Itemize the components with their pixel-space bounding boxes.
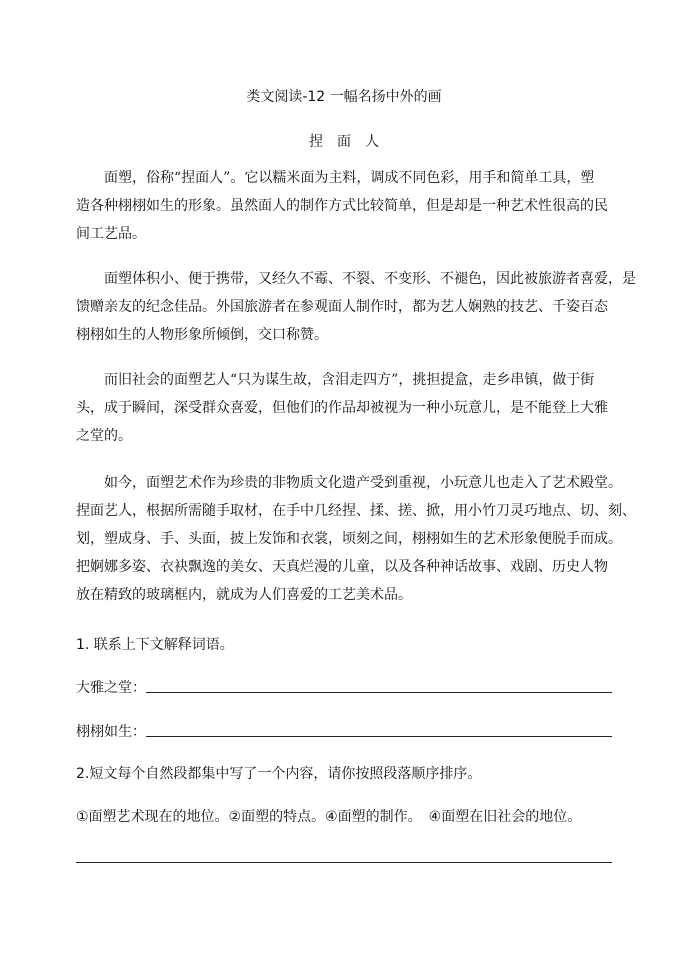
paragraph-line: 而旧社会的面塑艺人“只为谋生故，含泪走四方”，挑担提盒，走乡串镇，做于街 bbox=[104, 372, 595, 388]
paragraph-line: 面塑，俗称“捏面人”。它以糯米面为主料，调成不同色彩，用手和简单工具，塑 bbox=[104, 170, 595, 186]
paragraph-line: 放在精致的玻璃框内，就成为人们喜爱的工艺美术品。 bbox=[76, 587, 412, 603]
question-2-prompt: 2.短文每个自然段都集中写了一个内容，请你按照段落顺序排序。 bbox=[76, 766, 482, 782]
paragraph-line: 之堂的。 bbox=[76, 428, 132, 444]
question-2-options: ①面塑艺术现在的地位。②面塑的特点。④面塑的制作。 ④面塑在旧社会的地位。 bbox=[76, 809, 582, 825]
paragraph-line: 把婀娜多姿、衣袂飘逸的美女、天真烂漫的儿童，以及各种神话故事、戏剧、历史人物 bbox=[76, 559, 608, 575]
paragraph-line: 头，成于瞬间，深受群众喜爱，但他们的作品却被视为一种小玩意儿，是不能登上大雅 bbox=[76, 400, 608, 416]
paragraph-line: 间工艺品。 bbox=[76, 226, 146, 242]
paragraph-line: 划，塑成身、手、头面，披上发饰和衣裳，顷刻之间，栩栩如生的艺术形象便脱手而成。 bbox=[76, 531, 622, 547]
document-title: 类文阅读-12 一幅名扬中外的画 bbox=[246, 89, 442, 105]
term-label-daya: 大雅之堂： bbox=[76, 680, 146, 696]
paragraph-line: 造各种栩栩如生的形象。虽然面人的制作方式比较简单，但是却是一种艺术性很高的民 bbox=[76, 198, 608, 214]
article-title: 捏 面 人 bbox=[309, 134, 379, 150]
answer-line-3[interactable] bbox=[76, 862, 612, 863]
paragraph-line: 馈赠亲友的纪念佳品。外国旅游者在参观面人制作时，都为艺人娴熟的技艺、千姿百态 bbox=[76, 299, 608, 315]
paragraph-1 bbox=[76, 164, 624, 248]
paragraph-3 bbox=[76, 366, 624, 450]
paragraph-line: 如今，面塑艺术作为珍贵的非物质文化遗产受到重视，小玩意儿也走入了艺术殿堂。 bbox=[104, 475, 622, 491]
paragraph-4 bbox=[76, 469, 636, 609]
paragraph-line: 面塑体积小、便于携带，又经久不霉、不裂、不变形、不褪色，因此被旅游者喜爱，是 bbox=[104, 271, 636, 287]
answer-line-1[interactable] bbox=[146, 692, 612, 693]
paragraph-2 bbox=[76, 265, 636, 349]
term-label-xuxu: 栩栩如生： bbox=[76, 724, 146, 740]
paragraph-line: 捏面艺人，根据所需随手取材，在手中几经捏、揉、搓、掀，用小竹刀灵巧地点、切、刻、 bbox=[76, 503, 636, 519]
answer-line-2[interactable] bbox=[146, 736, 612, 737]
paragraph-line: 栩栩如生的人物形象所倾倒，交口称赞。 bbox=[76, 327, 328, 343]
question-1-prompt: 1. 联系上下文解释词语。 bbox=[76, 637, 234, 653]
